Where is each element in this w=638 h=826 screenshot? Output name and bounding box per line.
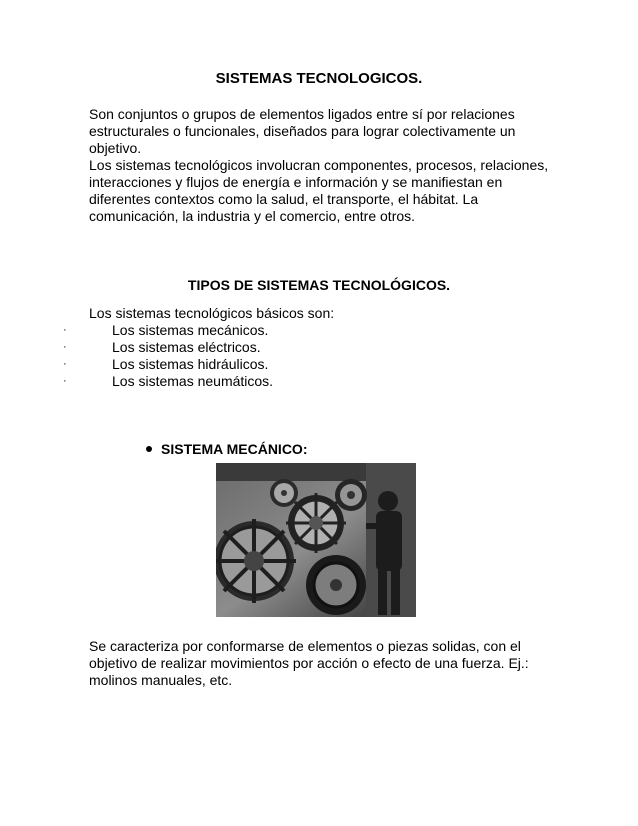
bullet-dot-icon: · [63, 358, 67, 370]
gears-machinery-image [216, 463, 416, 617]
list-item-text: Los sistemas eléctricos. [112, 339, 261, 355]
bullet-dot-icon: · [63, 375, 67, 387]
list-item-text: Los sistemas neumáticos. [112, 373, 274, 389]
definition-paragraph: Son conjuntos o grupos de elementos ligados entre sí por relaciones estructurales o funcionales, diseñados para lograr colectivamente un objetivo. [89, 106, 516, 156]
section-subtitle: TIPOS DE SISTEMAS TECNOLÓGICOS. [187, 277, 451, 293]
list-intro: Los sistemas tecnológicos básicos son: [89, 305, 335, 321]
section-heading-text: SISTEMA MECÁNICO: [161, 441, 308, 457]
bullet-dot-icon: · [63, 324, 67, 336]
page-title: SISTEMAS TECNOLOGICOS. [215, 70, 423, 87]
description-paragraph: Los sistemas tecnológicos involucran componentes, procesos, relaciones, interacciones y flujos de energía e información y se manifiestan en diferentes contextos como la salud, el transporte, el hábitat. La comunicación, la industria y el comercio, entre otros. [89, 157, 549, 224]
bullet-icon [146, 446, 152, 452]
list-item-text: Los sistemas hidráulicos. [112, 356, 269, 372]
mechanical-system-description: Se caracteriza por conformarse de elementos o piezas solidas, con el objetivo de realizar movimientos por acción o efecto de una fuerza. Ej.: molinos manuales, etc. [89, 638, 529, 688]
mechanical-system-heading [146, 441, 307, 457]
gears-illustration [216, 463, 416, 617]
list-item-text: Los sistemas mecánicos. [112, 322, 269, 338]
bullet-dot-icon: · [63, 341, 67, 353]
